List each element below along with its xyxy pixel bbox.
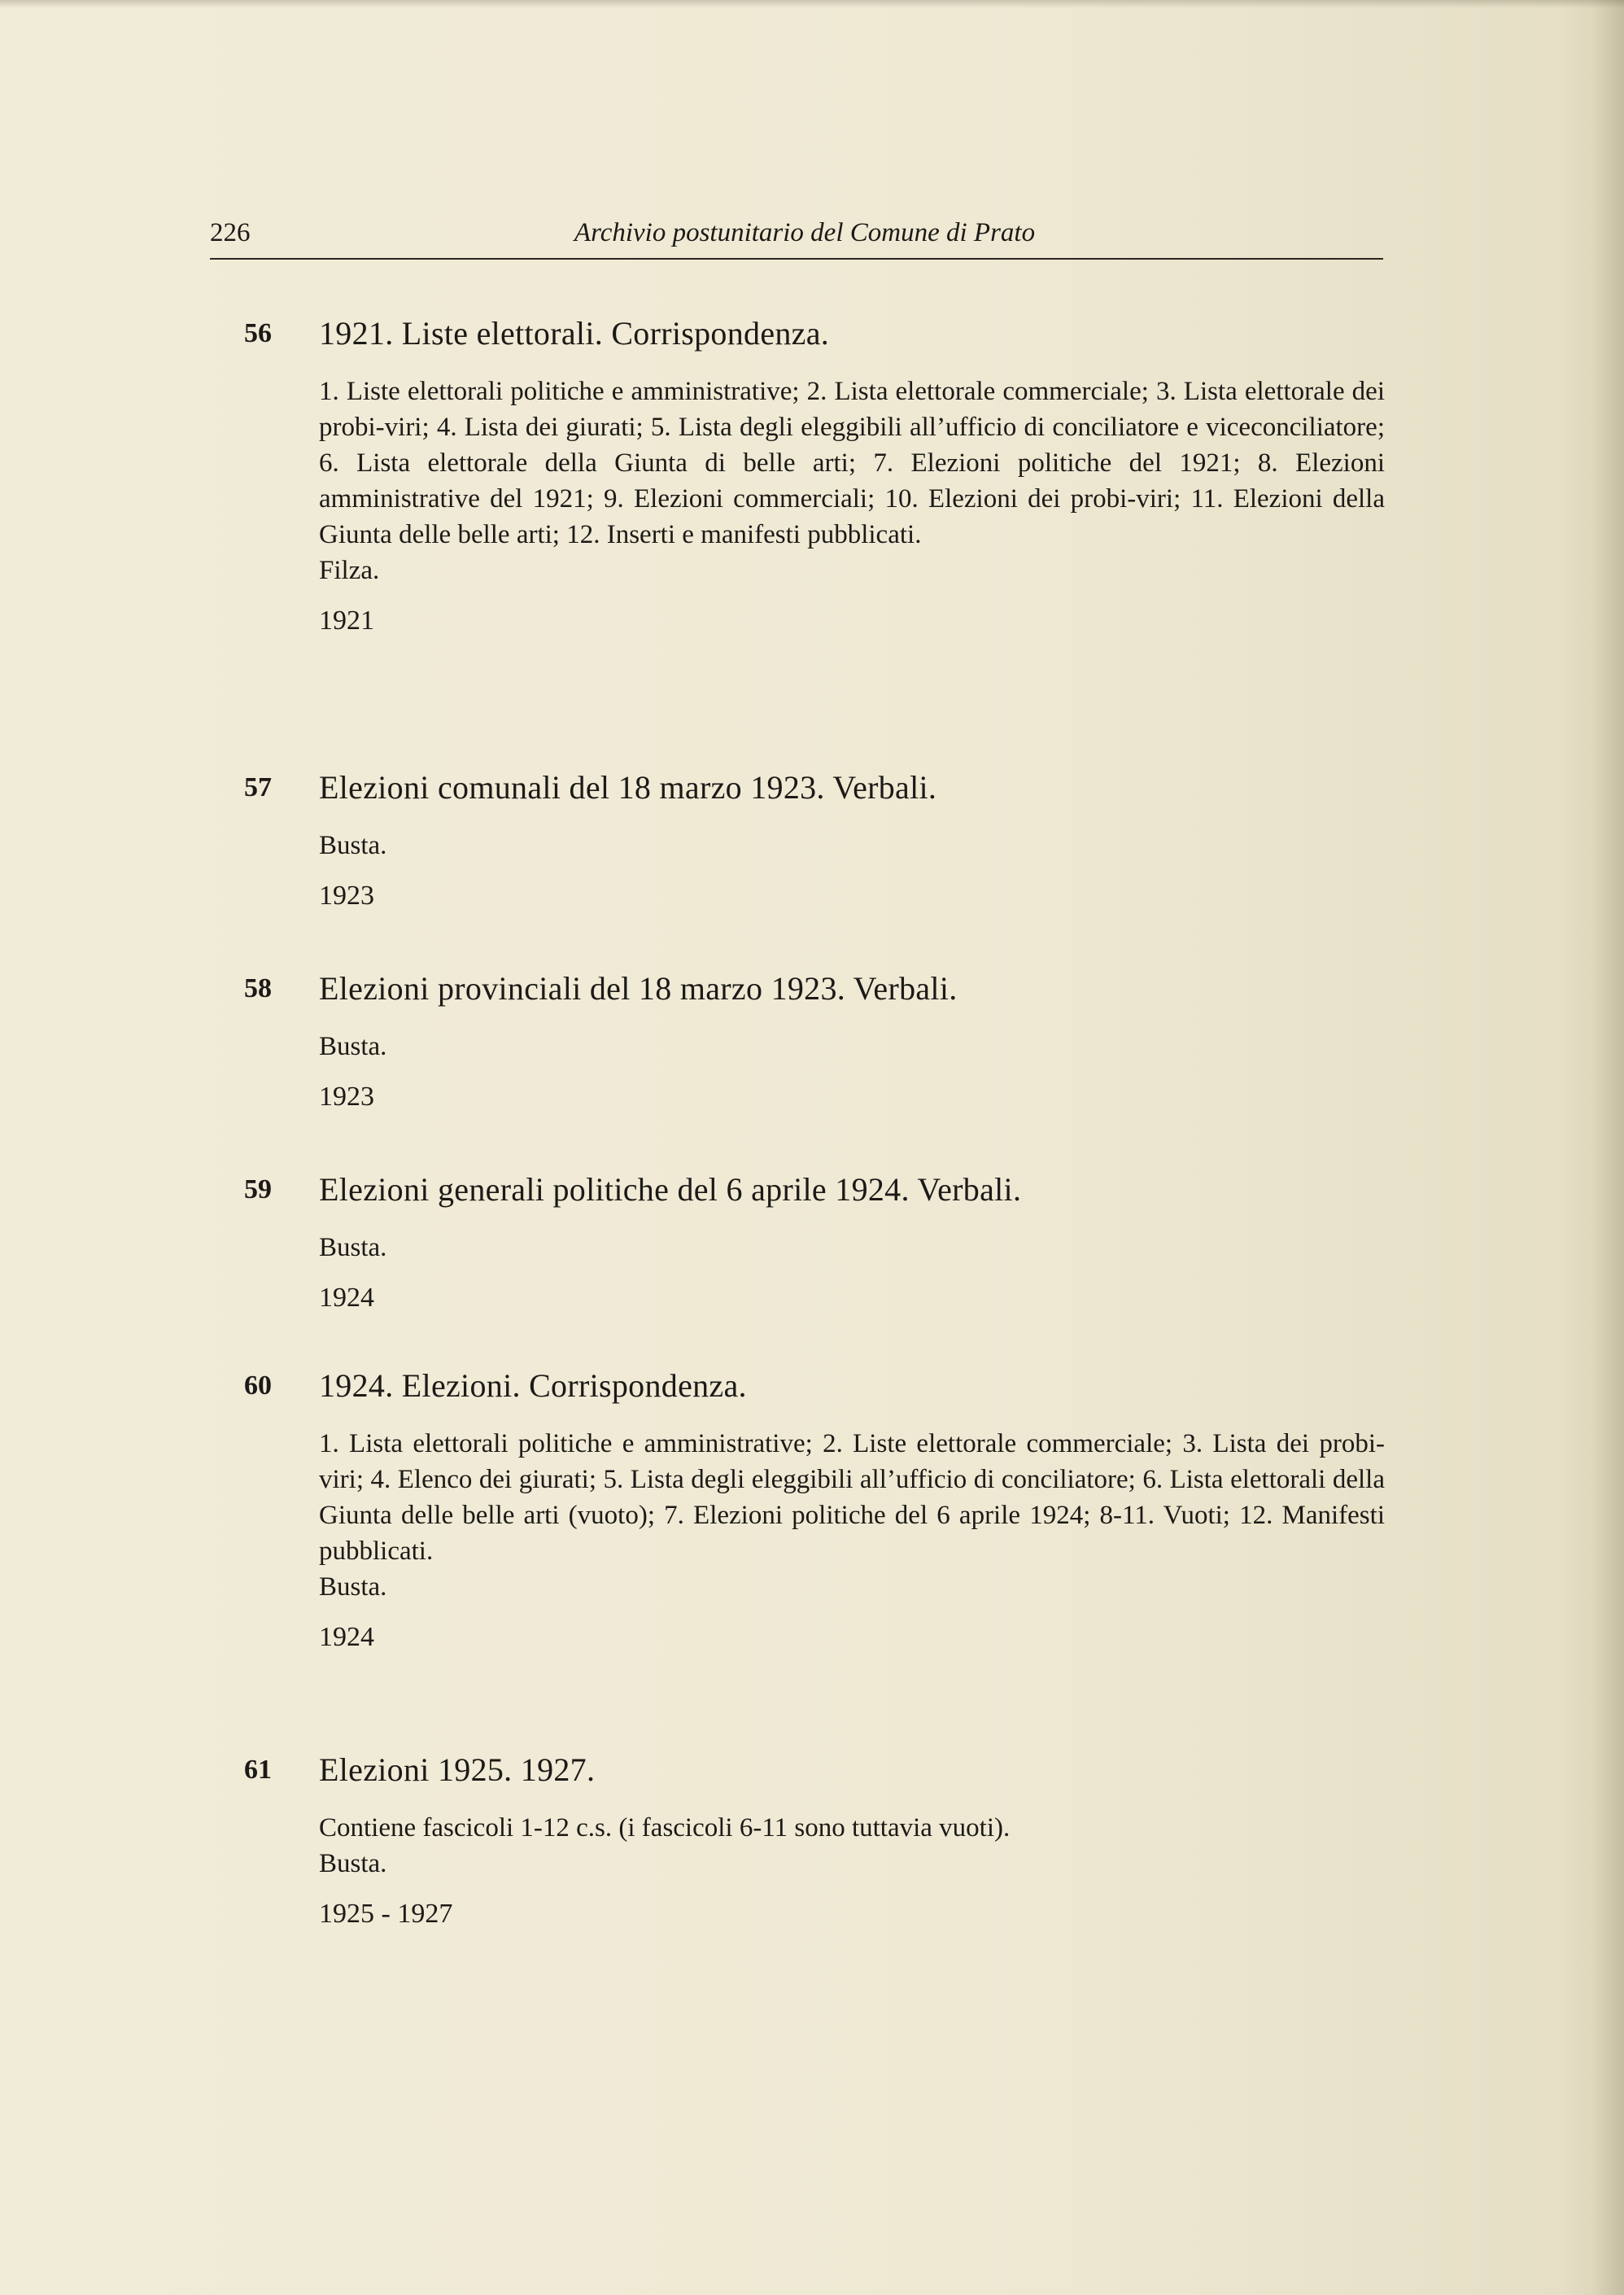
entry-number: 56 [244,318,272,348]
entry-description: Contiene fascicoli 1-12 c.s. (i fascicoli 6-11 sono tuttavia vuoti). [319,1813,1011,1843]
entry-number: 61 [244,1755,272,1785]
entry-date: 1923 [319,881,374,911]
entry-title: 1924. Elezioni. Corrispondenza. [319,1367,747,1404]
entry-title: Elezioni 1925. 1927. [319,1751,596,1788]
entry-number: 59 [244,1174,272,1204]
entry-body [319,968,1385,1115]
entry-title: Elezioni generali politiche del 6 aprile 1924. Verbali. [319,1171,1022,1208]
entry-date: 1924 [319,1283,374,1313]
entry-body [319,1169,1385,1316]
entry-body [319,313,1385,639]
entry-description: 1. Liste elettorali politiche e amministrative; 2. Lista elettorale commerciale; 3. Lista elettorale dei probi-viri; 4. Lista dei giurati; 5. Lista degli eleggibili all’ufficio di conciliatore e viceconciliatore; 6. Lista elettorale della Giunta di belle arti; 7. Elezioni politiche del 1921; 8. Elezioni amministrative del 1921; 9. Elezioni commerciali; 10. Elezioni dei probi-viri; 11. Elezioni della Giunta delle belle arti; 12. Inserti e manifesti pubblicati. [319,377,1385,549]
page-top-edge [0,0,1624,8]
page-number: 226 [210,218,251,247]
entry-body [319,767,1385,914]
entry-number: 57 [244,772,272,802]
entry-type: Busta. [319,1032,387,1061]
entry-date: 1921 [319,605,374,636]
entry-date: 1924 [319,1622,374,1652]
entry-title: 1921. Liste elettorali. Corrispondenza. [319,315,830,352]
header-rule [210,258,1383,260]
entry-description: 1. Lista elettorali politiche e amministrative; 2. Liste elettorale commerciale; 3. Lista dei probi-viri; 4. Elenco dei giurati; 5. Lista degli eleggibili all’ufficio di conciliatore; 6. Lista elettorali della Giunta delle belle arti (vuoto); 7. Elezioni politiche del 6 aprile 1924; 8-11. Vuoti; 12. Manifesti pubblicati. [319,1429,1385,1566]
entry-title: Elezioni provinciali del 18 marzo 1923. Verbali. [319,970,958,1007]
entry-type: Busta. [319,1572,387,1602]
entry-date: 1923 [319,1082,374,1112]
entry-type: Busta. [319,831,387,860]
header-title: Archivio postunitario del Comune di Prato [574,218,1036,247]
entry-number: 60 [244,1370,272,1401]
page-gutter-shadow [1591,0,1624,2295]
entry-date: 1925 - 1927 [319,1899,453,1929]
entry-type: Busta. [319,1849,387,1878]
entry-type: Filza. [319,556,380,585]
entry-type: Busta. [319,1233,387,1262]
entry-number: 58 [244,973,272,1003]
entry-body [319,1750,1385,1932]
entry-body [319,1366,1385,1655]
entry-title: Elezioni comunali del 18 marzo 1923. Verbali. [319,769,937,806]
running-header [210,213,1383,259]
